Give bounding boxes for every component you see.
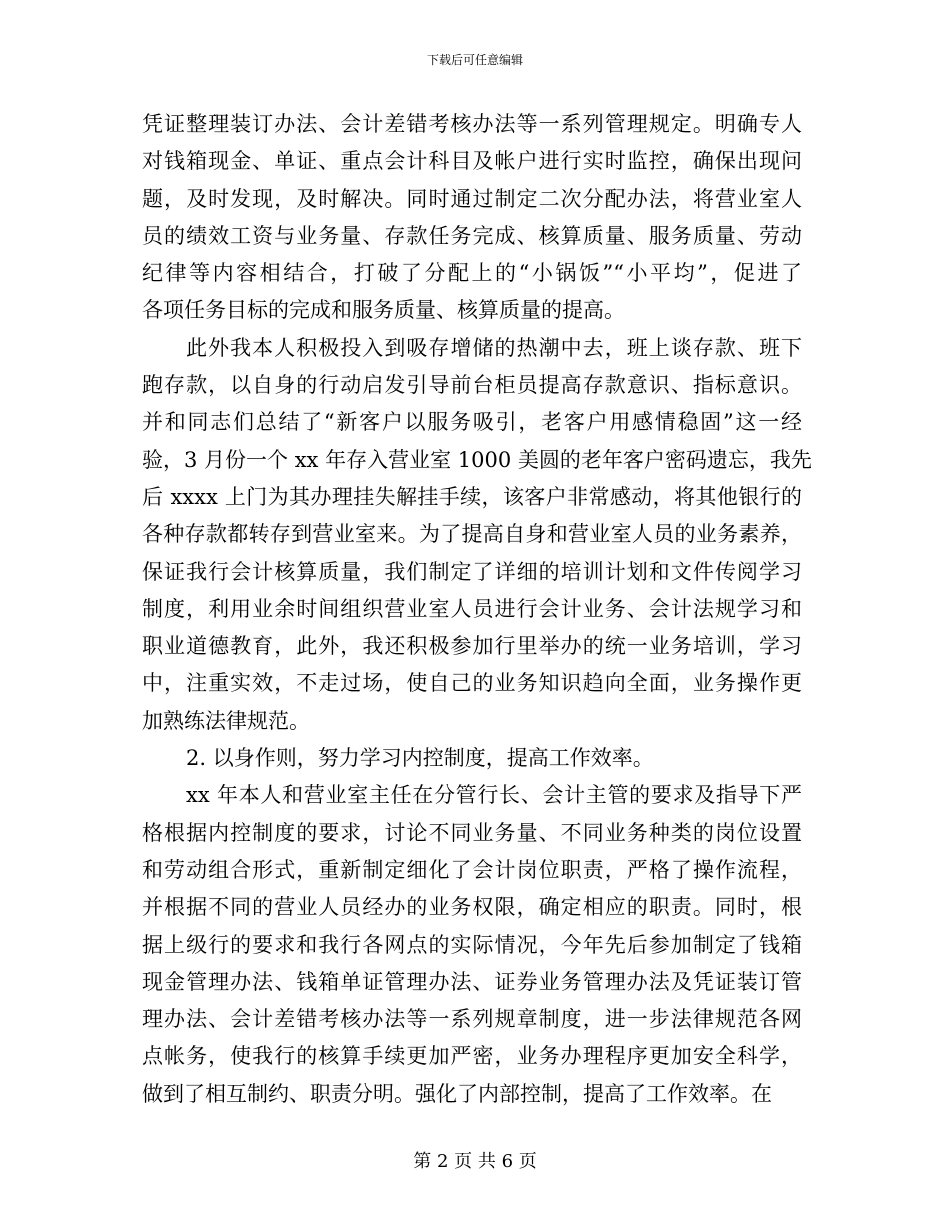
page-header: 下载后可任意编辑	[426, 53, 523, 67]
text-line: 员的绩效工资与业务量、存款任务完成、核算质量、服务质量、劳动	[142, 223, 802, 248]
text-line: 中，注重实效，不走过场，使自己的业务知识趋向全面，业务操作更	[142, 671, 802, 696]
text-line: 制度，利用业余时间组织营业室人员进行会计业务、会计法规学习和	[142, 596, 802, 621]
text-line: 理办法、会计差错考核办法等一系列规章制度，进一步法律规范各网	[142, 1007, 802, 1032]
text-line: 各种存款都转存到营业室来。为了提高自身和营业室人员的业务素养，	[142, 522, 802, 547]
text-line: 职业道德教育，此外，我还积极参加行里举办的统一业务培训，学习	[142, 634, 802, 659]
text-line: 和劳动组合形式，重新制定细化了会计岗位职责，严格了操作流程，	[142, 857, 802, 882]
text-line: 题，及时发现，及时解决。同时通过制定二次分配办法，将营业室人	[142, 186, 802, 211]
text-line: 凭证整理装订办法、会计差错考核办法等一系列管理规定。明确专人	[142, 112, 802, 136]
text-line: 做到了相互制约、职责分明。强化了内部控制，提高了工作效率。在	[142, 1081, 772, 1106]
text-line: 对钱箱现金、单证、重点会计科目及帐户进行实时监控，确保出现问	[142, 149, 802, 174]
text-line: xx 年本人和营业室主任在分管行长、会计主管的要求及指导下严	[186, 783, 802, 808]
text-line: 验，3 月份一个 xx 年存入营业室 1000 美圆的老年客户密码遗忘，我先	[142, 447, 812, 472]
text-line: 并根据不同的营业人员经办的业务权限，确定相应的职责。同时，根	[142, 895, 802, 920]
text-line: 并和同志们总结了“新客户以服务吸引，老客户用感情稳固”这一经	[142, 410, 802, 435]
page-footer: 第 2 页 共 6 页	[413, 1151, 537, 1172]
text-line: 各项任务目标的完成和服务质量、核算质量的提高。	[142, 298, 625, 323]
paragraph	[142, 740, 802, 777]
text-line: 点帐务，使我行的核算手续更加严密，业务办理程序更加安全科学，	[142, 1044, 802, 1069]
paragraph	[142, 330, 812, 740]
paragraph	[142, 777, 802, 1113]
text-line: 据上级行的要求和我行各网点的实际情况，今年先后参加制定了钱箱	[142, 932, 802, 957]
paragraph	[142, 106, 802, 330]
text-line: 2. 以身作则，努力学习内控制度，提高工作效率。	[186, 746, 654, 771]
document-body	[142, 106, 812, 1113]
text-line: 跑存款，以自身的行动启发引导前台柜员提高存款意识、指标意识。	[142, 373, 802, 398]
text-line: 保证我行会计核算质量，我们制定了详细的培训计划和文件传阅学习	[142, 559, 802, 584]
text-line: 此外我本人积极投入到吸存增储的热潮中去，班上谈存款、班下	[186, 335, 802, 360]
text-line: 纪律等内容相结合，打破了分配上的“小锅饭”“小平均”，促进了	[142, 261, 802, 286]
text-line: 现金管理办法、钱箱单证管理办法、证券业务管理办法及凭证装订管	[142, 969, 802, 994]
text-line: 加熟练法律规范。	[142, 708, 310, 733]
text-line: 格根据内控制度的要求，讨论不同业务量、不同业务种类的岗位设置	[142, 820, 802, 845]
text-line: 后 xxxx 上门为其办理挂失解挂手续，该客户非常感动，将其他银行的	[142, 484, 802, 509]
